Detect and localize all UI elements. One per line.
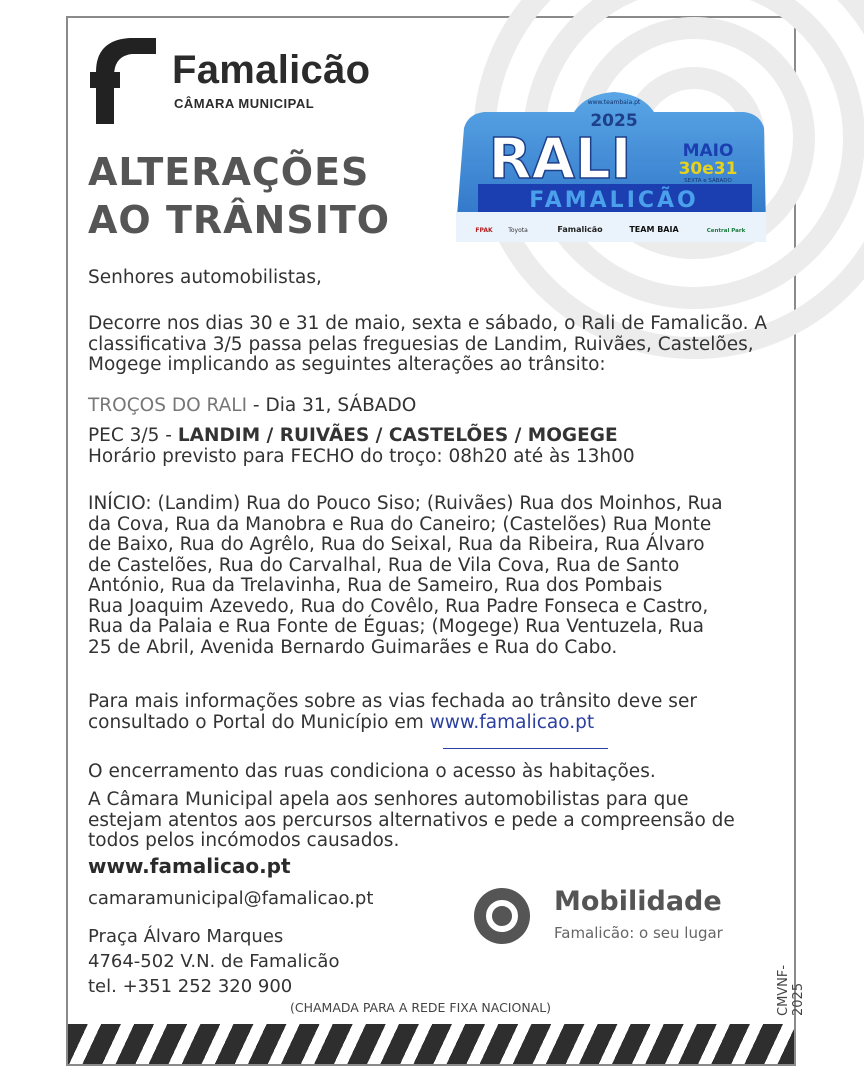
pec-block	[88, 426, 778, 467]
badge-year: 2025	[590, 111, 638, 131]
mobility-title: Mobilidade	[554, 886, 722, 917]
brand-name: Famalicão	[172, 48, 371, 92]
mobility-icon	[474, 888, 530, 944]
website-link[interactable]: www.famalicao.pt	[88, 854, 291, 878]
info-text: consultado o Portal do Município em	[88, 711, 430, 733]
schedule-line: Horário previsto para FECHO do troço: 08h20 até às 13h00	[88, 445, 635, 467]
title-line-2: AO TRÂNSITO	[88, 198, 391, 242]
brand-subtitle: CÂMARA MUNICIPAL	[174, 96, 315, 111]
badge-event: RALI	[488, 127, 632, 192]
appeal-paragraph	[88, 790, 778, 852]
title-line-1: ALTERAÇÕES	[88, 150, 370, 194]
street-line: da Cova, Rua da Manobra e Rua do Caneiro; (Castelões) Rua Monte	[88, 513, 712, 535]
greeting: Senhores automobilistas,	[88, 267, 322, 288]
phone-note: (CHAMADA PARA A REDE FIXA NACIONAL)	[290, 1000, 552, 1015]
streets-paragraph	[88, 494, 778, 658]
street-line: de Baixo, Rua do Agrêlo, Rua do Seixal, Rua da Ribeira, Rua Álvaro	[88, 534, 705, 555]
famalicao-logo-icon	[90, 32, 160, 126]
street-line: INÍCIO: (Landim) Rua do Pouco Siso; (Ruivães) Rua dos Moinhos, Rua	[88, 493, 723, 514]
pec-route: LANDIM / RUIVÃES / CASTELÕES / MOGEGE	[177, 425, 618, 446]
striped-footer-band	[68, 1024, 794, 1064]
street-line: Rua da Palaia e Rua Fonte de Éguas; (Mogege) Rua Ventuzela, Rua	[88, 616, 704, 637]
access-note: O encerramento das ruas condiciona o acesso às habitações.	[88, 761, 656, 782]
pec-line	[88, 426, 778, 447]
appeal-line: A Câmara Municipal apela aos senhores automobilistas para que	[88, 789, 689, 810]
info-line: Para mais informações sobre as vias fechada ao trânsito deve ser	[88, 691, 697, 712]
portal-link[interactable]: www.famalicao.pt	[429, 711, 595, 733]
intro-line: Mogege implicando as seguintes alterações ao trânsito:	[88, 354, 606, 375]
poster	[66, 16, 806, 1066]
badge-url: www.teambaia.pt	[587, 99, 641, 106]
appeal-line: estejam atentos aos percursos alternativos e pede a compreensão de	[88, 809, 735, 831]
page-title	[88, 148, 390, 244]
section-heading	[88, 396, 778, 417]
address-line-1: Praça Álvaro Marques	[88, 926, 284, 947]
badge-weekdays: SEXTA e SÁBADO	[684, 178, 732, 184]
document-code: CMVNF-2025	[776, 964, 806, 1016]
address-line-2: 4764-502 V.N. de Famalicão	[88, 951, 340, 972]
rally-badge	[454, 88, 768, 244]
intro-line: Decorre nos dias 30 e 31 de maio, sexta e sábado, o Rali de Famalicão. A	[88, 313, 768, 334]
intro-paragraph	[88, 314, 778, 376]
info-line	[88, 713, 778, 734]
pec-prefix: PEC 3/5 -	[88, 425, 178, 446]
sponsor-team-baia: TEAM BAIA	[629, 225, 679, 234]
street-line: de Castelões, Rua do Carvalhal, Rua de Vila Cova, Rua de Santo	[88, 554, 680, 576]
badge-days: 30e31	[678, 159, 738, 179]
sponsor-central-park: Central Park	[706, 228, 746, 234]
badge-month: MAIO	[682, 141, 734, 161]
sponsor-famalicao: Famalicão	[557, 225, 603, 234]
section-date: - Dia 31, SÁBADO	[247, 395, 417, 416]
email-link[interactable]: camaramunicipal@famalicao.pt	[88, 888, 374, 909]
sponsor-fpak: FPAK	[475, 227, 493, 234]
sponsor-toyota: Toyota	[508, 227, 528, 234]
mobility-slogan: Famalicão: o seu lugar	[554, 924, 723, 942]
intro-line: classificativa 3/5 passa pelas freguesias de Landim, Ruivães, Castelões,	[88, 333, 754, 355]
badge-place: FAMALICÃO	[529, 188, 699, 213]
street-line: Rua Joaquim Azevedo, Rua do Covêlo, Rua Padre Fonseca e Castro,	[88, 595, 709, 617]
appeal-line: todos pelos incómodos causados.	[88, 830, 400, 851]
street-line: 25 de Abril, Avenida Bernardo Guimarães e Rua do Cabo.	[88, 636, 618, 658]
info-paragraph	[88, 692, 778, 733]
link-underline	[443, 748, 608, 749]
section-label: TROÇOS DO RALI	[88, 395, 248, 416]
street-line: António, Rua da Trelavinha, Rua de Sameiro, Rua dos Pombais	[88, 575, 663, 596]
phone-number: tel. +351 252 320 900	[88, 976, 293, 997]
